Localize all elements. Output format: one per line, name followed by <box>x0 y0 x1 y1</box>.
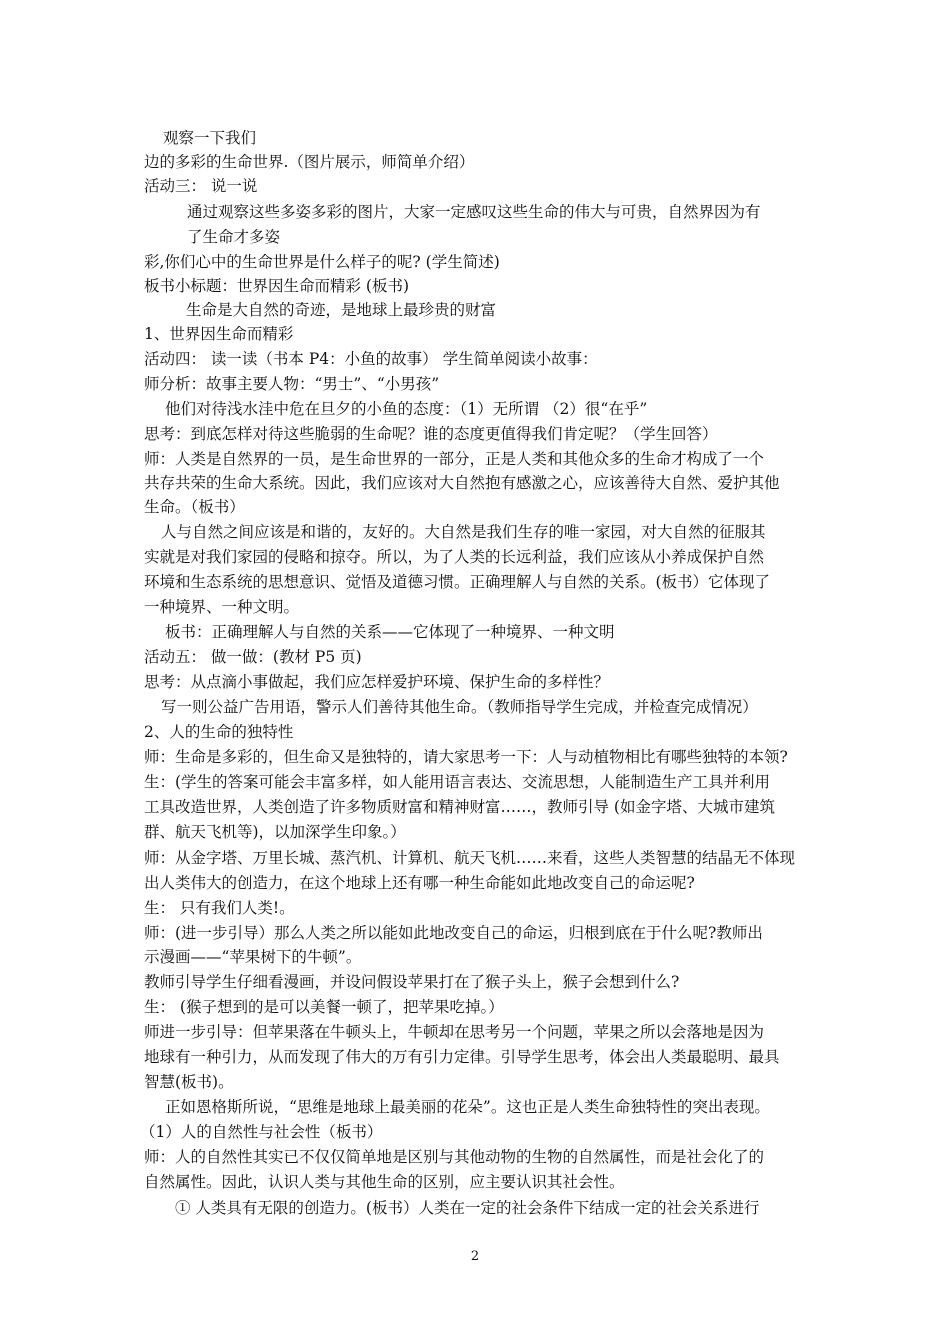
text-line: 师：人类是自然界的一员，是生命世界的一部分，正是人类和其他众多的生命才构成了一个 <box>144 450 765 468</box>
text-line: 一种境界、一种文明。 <box>144 598 300 616</box>
text-line: 环境和生态系统的思想意识、觉悟及道德习惯。正确理解人与自然的关系。(板书）它体现了 <box>144 573 771 591</box>
text-line: 实就是对我们家园的侵略和掠夺。所以，为了人类的长远利益，我们应该从小养成保护自然 <box>144 548 765 566</box>
section-heading: 1、世界因生命而精彩 <box>144 325 294 343</box>
text-line: 师进一步引导：但苹果落在牛顿头上，牛顿却在思考另一个问题，苹果之所以会落地是因为 <box>144 1023 765 1041</box>
text-line: 通过观察这些多姿多彩的图片，大家一定感叹这些生命的伟大与可贵，自然界因为有 <box>187 203 761 221</box>
text-line: 教师引导学生仔细看漫画，并设问假设苹果打在了猴子头上，猴子会想到什么? <box>144 973 680 991</box>
text-line: 师分析：故事主要人物：“男士”、“小男孩” <box>144 375 440 393</box>
text-line: 自然属性。因此，认识人类与其他生命的区别，应主要认识其社会性。 <box>144 1173 625 1191</box>
text-line: 地球有一种引力，从而发现了伟大的万有引力定律。引导学生思考，体会出人类最聪明、最具 <box>144 1048 780 1066</box>
text-line: 他们对待浅水洼中危在旦夕的小鱼的态度：（1）无所谓 （2）很“在乎” <box>165 400 648 418</box>
text-line: 出人类伟大的创造力，在这个地球上还有哪一种生命能如此地改变自己的命运呢? <box>144 874 695 892</box>
section-heading: 活动三： 说一说 <box>144 177 258 195</box>
text-line: 人与自然之间应该是和谐的，友好的。大自然是我们生存的唯一家园，对大自然的征服其 <box>161 523 766 541</box>
text-line: 板书：正确理解人与自然的关系——它体现了一种境界、一种文明 <box>165 623 615 641</box>
text-line: 彩,你们心中的生命世界是什么样子的呢? (学生简述) <box>144 253 500 271</box>
text-line: 思考：从点滴小事做起，我们应怎样爱护环境、保护生命的多样性？ <box>144 673 610 691</box>
text-line: 工具改造世界，人类创造了许多物质财富和精神财富……，教师引导 (如金字塔、大城市建筑 <box>144 798 775 816</box>
text-line: 生：(学生的答案可能会丰富多样，如人能用语言表达、交流思想，人能制造生产工具并利用 <box>144 773 771 791</box>
text-line: 边的多彩的生命世界.（图片展示，师简单介绍） <box>144 153 475 171</box>
text-line: 生命。（板书） <box>144 498 245 516</box>
text-line: 写一则公益广告用语，警示人们善待其他生命。（教师指导学生完成，并检查完成情况） <box>161 698 758 716</box>
text-line: 思考：到底怎样对待这些脆弱的生命呢？谁的态度更值得我们肯定呢？（学生回答） <box>144 425 718 443</box>
text-line: 了生命才多姿 <box>187 228 281 246</box>
section-heading: 活动四： 读一读（书本 P4：小鱼的故事） 学生简单阅读小故事： <box>144 350 598 368</box>
text-line: 示漫画——“苹果树下的牛顿”。 <box>144 948 362 966</box>
text-line: 生命是大自然的奇迹，是地球上最珍贵的财富 <box>186 301 497 319</box>
text-line: 师：(进一步引导）那么人类之所以能如此地改变自己的命运，归根到底在于什么呢?教师出 <box>144 924 763 942</box>
text-line: 师：生命是多彩的，但生命又是独特的，请大家思考一下：人与动植物相比有哪些独特的本领? <box>144 748 788 766</box>
text-line: 共存共荣的生命大系统。因此，我们应该对大自然抱有感激之心，应该善待大自然、爱护其他 <box>144 474 780 492</box>
text-line: 师：人的自然性其实已不仅仅简单地是区别与其他动物的生物的自然属性，而是社会化了的 <box>144 1148 765 1166</box>
text-line: 观察一下我们 <box>163 129 257 147</box>
text-line: 生： 只有我们人类!。 <box>144 899 295 917</box>
section-heading: 活动五： 做一做：(教材 P5 页) <box>144 648 362 666</box>
text-line: 师：从金字塔、万里长城、蒸汽机、计算机、航天飞机……来看，这些人类智慧的结晶无不体现 <box>144 849 796 867</box>
text-line: 板书小标题：世界因生命而精彩 (板书) <box>144 277 410 295</box>
section-heading: 2、人的生命的独特性 <box>144 723 294 741</box>
section-heading: （1）人的自然性与社会性（板书） <box>140 1123 383 1141</box>
text-line: 正如恩格斯所说，“思维是地球上最美丽的花朵”。这也正是人类生命独特性的突出表现。 <box>165 1098 770 1116</box>
text-line: ① 人类具有无限的创造力。(板书）人类在一定的社会条件下结成一定的社会关系进行 <box>175 1199 760 1217</box>
text-line: 群、航天飞机等)，以加深学生印象。） <box>144 823 406 841</box>
text-line: 智慧(板书)。 <box>144 1073 234 1091</box>
page-number: 2 <box>470 1249 480 1264</box>
text-line: 生： (猴子想到的是可以美餐一顿了，把苹果吃掉。） <box>144 998 504 1016</box>
